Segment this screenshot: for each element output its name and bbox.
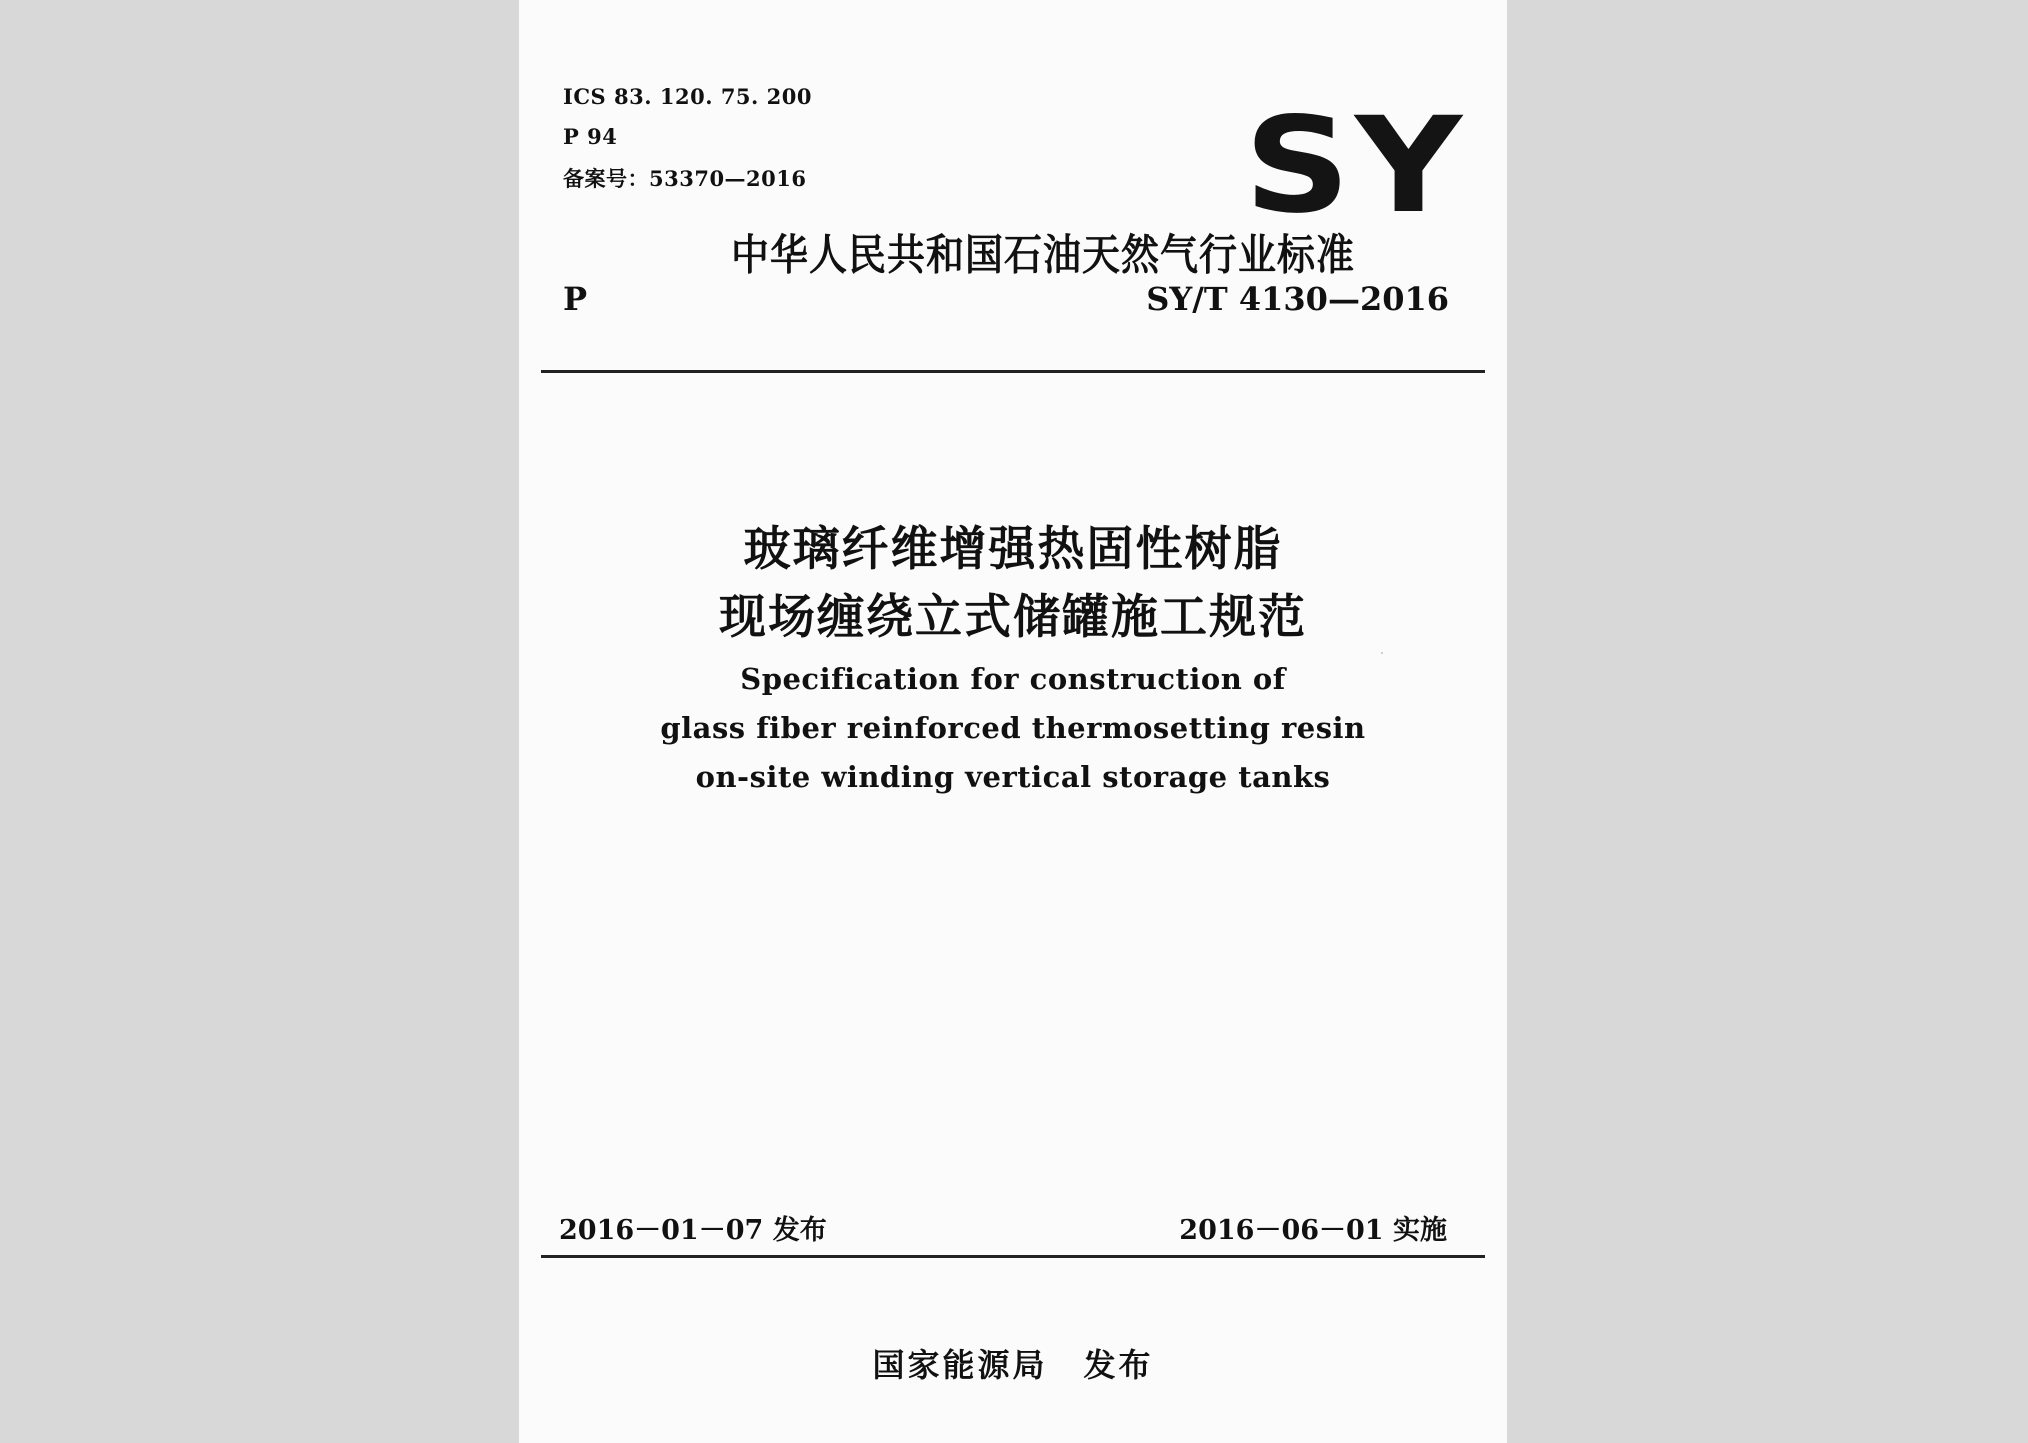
publisher-line [519,1340,1507,1386]
top-divider [541,370,1485,373]
classification-letter: P [563,280,588,318]
ccs-code: P 94 [563,124,618,149]
issue-date: 2016－01－07 发布 [559,1215,827,1246]
scan-speck [1381,652,1383,654]
implementation-date: 2016－06－01 实施 [1179,1215,1447,1246]
record-number: 备案号：53370—2016 [563,166,807,191]
ics-code: ICS 83. 120. 75. 200 [563,84,812,109]
sy-logo: SY [1244,89,1467,243]
standard-number: SY/T 4130—2016 [1146,280,1449,318]
publisher-action: 发布 [1083,1346,1154,1384]
title-cn-line-2: 现场缠绕立式储罐施工规范 [719,590,1307,645]
title-cn-line-1: 玻璃纤维增强热固性树脂 [743,522,1283,577]
bottom-divider [541,1255,1485,1258]
industry-standard-heading: 中华人民共和国石油天然气行业标准 [731,230,1356,280]
title-en-line-1: Specification for construction of [740,662,1286,696]
title-en-line-2: glass fiber reinforced thermosetting resin [660,711,1366,745]
publisher-name: 国家能源局 [872,1346,1048,1384]
standard-cover-page [519,0,1507,1443]
title-en-line-3: on-site winding vertical storage tanks [695,760,1331,794]
